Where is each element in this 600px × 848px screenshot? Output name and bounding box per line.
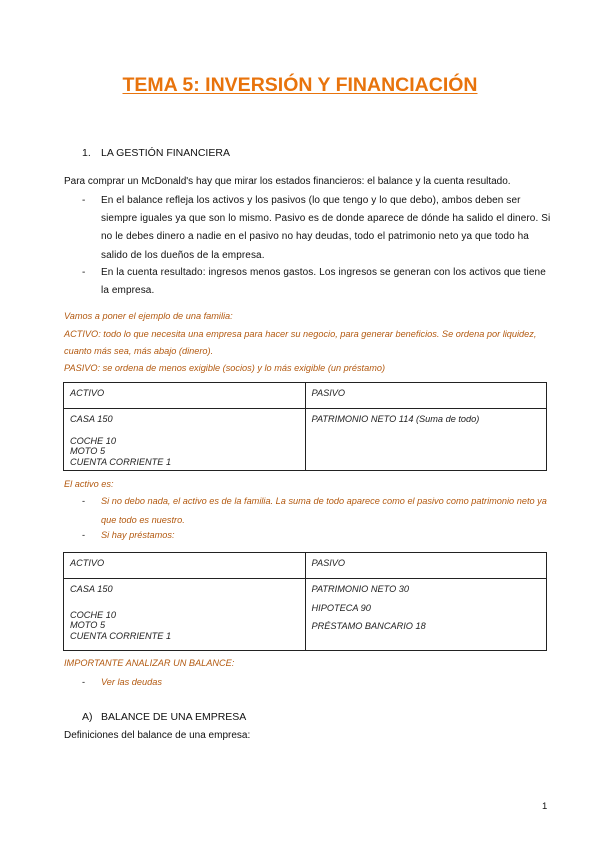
list-item-line: En la cuenta resultado: ingresos menos gastos. Los ingresos se generan con los activos que tiene [101,267,546,278]
table-header-activo: ACTIVO [64,553,306,579]
definitions-line: Definiciones del balance de una empresa: [64,730,251,741]
list-item-line: Ver las deudas [101,677,162,687]
liability-line: PRÉSTAMO BANCARIO 18 [311,621,426,631]
asset-line: COCHE 10 [70,435,116,446]
importante-label: IMPORTANTE ANALIZAR UN BALANCE: [64,658,235,668]
list-item-line: que todo es nuestro. [101,514,185,525]
list-item-line: la empresa. [101,285,155,297]
section-title: LA GESTIÓN FINANCIERA [101,147,230,159]
balance-table-2 [63,552,547,651]
bullet-dash: - [82,677,86,687]
table-cell-activo [64,409,306,471]
section-heading-a [82,711,246,723]
list-item [82,192,552,265]
table-header-activo: ACTIVO [64,383,306,409]
list-item [82,526,552,545]
list-item [82,492,552,529]
page-title: TEMA 5: INVERSIÓN Y FINANCIACIÓN [122,74,478,96]
liability-line: PATRIMONIO NETO 30 [311,584,410,594]
table-cell-pasivo [305,409,547,471]
list-item-line: Si hay préstamos: [101,530,175,540]
bullet-dash: - [82,195,86,206]
list-item-line: En el balance refleja los activos y los pasivos (lo que tengo y lo que debo), ambos deben ser [101,195,521,206]
balance-table-1 [63,382,547,471]
table-header-pasivo: PASIVO [305,383,547,409]
list-item-line: siempre iguales ya que son lo mismo. Pasivo es de donde aparece de dónde ha salido el dinero. Si [101,213,551,225]
list-item [82,264,552,300]
intro-paragraph: Para comprar un McDonald's hay que mirar los estados financieros: el balance y la cuenta resultado. [64,176,511,187]
page-number: 1 [542,801,548,812]
list-item-line: no le debes dinero a nadie en el pasivo no hay deudas, todo el patrimonio neto ya que todo ha [101,231,529,243]
family-note: cuanto más sea, más abajo (dinero). [64,346,214,356]
section-number: A) [82,711,93,723]
bullet-dash: - [82,496,86,506]
liability-line: PATRIMONIO NETO 114 (Suma de todo) [311,414,480,424]
liability-line: HIPOTECA 90 [311,602,371,613]
family-note: ACTIVO: todo lo que necesita una empresa para hacer su negocio, para generar beneficios. Se ordena por liquidez, [64,329,537,339]
asset-line: CUENTA CORRIENTE 1 [70,456,172,467]
section-heading-1 [82,147,230,159]
asset-line: MOTO 5 [70,620,106,630]
asset-line: MOTO 5 [70,446,106,456]
asset-line: CUENTA CORRIENTE 1 [70,630,172,641]
activo-es-label: El activo es: [64,479,114,489]
list-item [82,673,552,692]
table-cell-activo [64,579,306,651]
bullet-dash: - [82,267,86,278]
asset-line: CASA 150 [70,584,113,594]
bullet-dash: - [82,530,86,540]
asset-line: COCHE 10 [70,609,116,620]
table-cell-pasivo [305,579,547,651]
section-title: BALANCE DE UNA EMPRESA [101,711,247,723]
list-item-line: salido de los dueños de la empresa. [101,249,265,261]
table-header-pasivo: PASIVO [305,553,547,579]
list-item-line: Si no debo nada, el activo es de la familia. La suma de todo aparece como el pasivo como patrimonio neto ya [101,496,547,506]
family-note: PASIVO: se ordena de menos exigible (socios) y lo más exigible (un préstamo) [64,363,386,373]
asset-line: CASA 150 [70,414,113,424]
section-number: 1. [82,147,91,159]
family-note: Vamos a poner el ejemplo de una familia: [64,311,233,321]
